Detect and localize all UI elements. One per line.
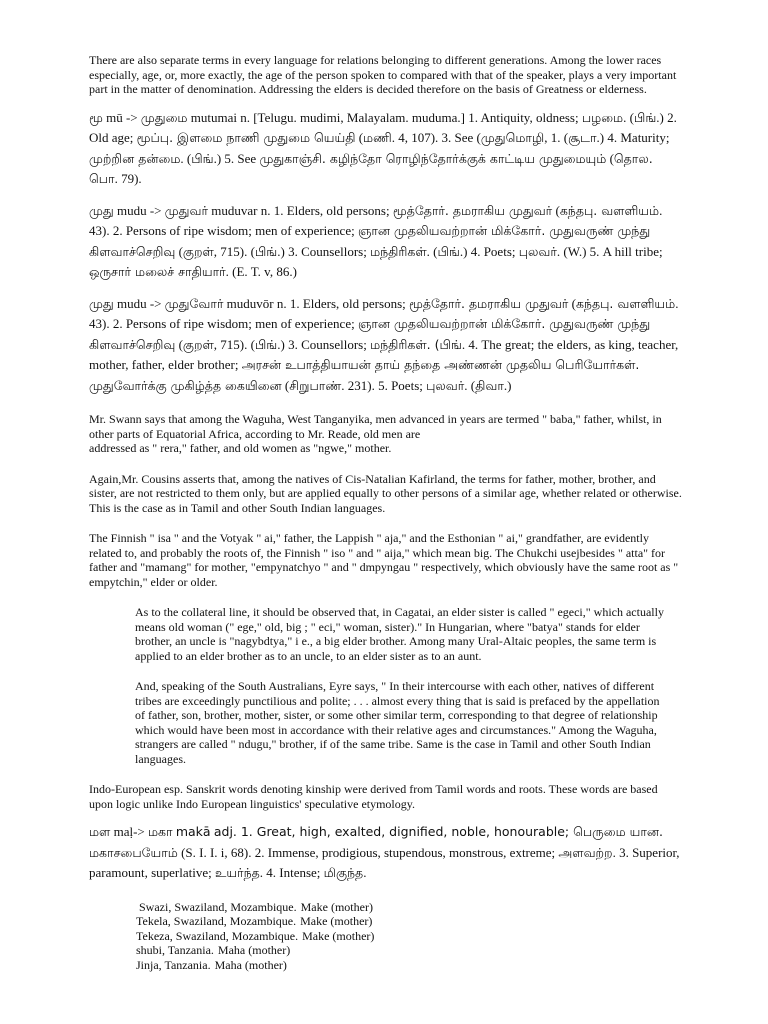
english-segment: . 4. Intense; [259, 865, 324, 880]
tamil-segment: மந்திரிகள் [370, 243, 427, 259]
tamil-segment: மூ [89, 109, 103, 125]
list-relation: Maha (mother) [217, 943, 291, 957]
entry-muduvor [89, 294, 682, 397]
tamil-segment: தொல. பொ [89, 150, 653, 186]
english-segment: , 715). ( [213, 336, 255, 352]
tamil-segment: கந்தபு. வளளியம் [559, 202, 660, 218]
tamil-segment: பிங் [633, 109, 657, 125]
english-segment: . 3. Superior, paramount, superlative; [89, 844, 680, 880]
english-segment: . ( [180, 150, 192, 166]
tamil-segment: முது [89, 295, 114, 311]
english-segment: .) 5. See [213, 150, 260, 166]
tamil-segment: குறள் [182, 243, 214, 259]
tamil-segment: மிகுந்த [323, 865, 364, 880]
list-place: Swazi, Swaziland, Mozambique. [136, 899, 297, 914]
list-relation: Make (mother) [302, 928, 375, 943]
tamil-segment: முதுகாஞ்சி. கழிந்தோ ரொழிந்தோர்க்குக் காட்டிய முதுமையும் [259, 150, 607, 166]
tamil-segment: adj. 1. Great, high, exalted, dignified, noble, honourable; பெருமை யான. மகாசபையோம் [89, 824, 663, 860]
tamil-segment: புலவர் [518, 243, 557, 259]
english-segment: . ( [623, 109, 634, 125]
english-segment: mutumai n. [Telugu. mudimi, Malayalam. muduma.] 1. Antiquity, oldness; [187, 109, 582, 125]
english-segment: ( [175, 243, 183, 259]
tamil-segment: முற்றின தன்மை [89, 150, 181, 166]
paragraph-indo-european: Indo-European esp. Sanskrit words denoting kinship were derived from Tamil words and roots. These words are based upon logic unlike Indo European linguistics' speculative etymology. [89, 782, 658, 811]
english-segment: muduvōr n. 1. Elders, old persons; [223, 295, 409, 311]
english-segment: ( [568, 295, 576, 311]
list-relation: Make (mother) [300, 899, 373, 914]
quote-eyre: And, speaking of the South Australians, Eyre says, " In their intercourse with each other, natives of different tribes are exceedingly punctilious and polite; . . . almost every thing that is said is prefaced by the appellation of father, son, brother, mother, sister, or some other similar term, corresponding to that degree of relationship which would have been most in accordance with their relative ages and circumstances." Among the Waguha, strangers are called " ndugu," brother, if of the same tribe. Same is the case in Tamil and other South Indian languages. [135, 679, 660, 766]
english-segment: . 79). [114, 171, 142, 186]
list-place: Jinja, Tanzania. [136, 957, 211, 972]
english-segment: muduvar n. 1. Elders, old persons; [207, 202, 393, 218]
tamil-segment: முதுவர் [164, 202, 208, 218]
entry-mutumai [89, 108, 682, 190]
english-segment: . 43). 2. Persons of ripe wisdom; men of experience; [89, 295, 679, 331]
tamil-segment: முதுமை [140, 109, 188, 125]
english-segment: .) 4. Poets; [459, 243, 519, 259]
tamil-segment: மூப்பு. இளமை நாணி முதுமை யெய்தி [136, 130, 356, 145]
tamil-segment: மள [89, 824, 111, 839]
entry-muduvar [89, 201, 682, 283]
tamil-segment: மூத்தோர். தமராகிய முதுவர் [392, 202, 553, 218]
tamil-segment: பிங் [191, 150, 214, 166]
english-segment: mudu -> [113, 202, 165, 218]
tamil-segment: திவா [475, 377, 504, 393]
tamil-segment: அளவற்ற [558, 844, 613, 860]
tamil-segment: சூடா [568, 130, 597, 145]
english-segment: ( [175, 336, 183, 352]
english-segment: . 4. The great; the elders, as king, teacher, mother, father, elder brother; [89, 336, 679, 372]
english-segment: ( [552, 202, 560, 218]
list-item [136, 958, 682, 973]
paragraph-finnish: The Finnish " isa " and the Votyak " ai," father, the Lappish " aja," and the Esthonian " ai," grandfather, are evidently related to, and probably the roots of, the Finnish " iso " and " aija," which mean big. The Chukchi usejbesides " atta" for father and "mamang" for mother, "empynatchyo " and " dmpyngau " respectively, which obviously have the same root as " empytchin," elder or older. [89, 531, 679, 589]
tamil-segment: முதுமொழி [480, 130, 545, 145]
paragraph-swann-line2: addressed as " rera," father, and old women as "ngwe," mother. [89, 441, 392, 455]
english-segment: ( [606, 150, 614, 166]
tamil-segment: குறள் [182, 336, 214, 352]
english-segment: (S. I. I. i, 68). 2. Immense, prodigious, stupendous, monstrous, extreme; [177, 844, 559, 860]
english-segment: .) 2. Old age; [89, 109, 677, 145]
tamil-segment: முதுவோர் [164, 295, 224, 311]
list-place: Tekeza, Swaziland, Mozambique. [136, 928, 299, 943]
english-segment: . ( [464, 377, 476, 393]
tamil-segment: பிங் [254, 336, 278, 352]
english-segment: maḷ-> [110, 824, 148, 839]
tamil-segment: புலவர் [426, 377, 465, 393]
english-segment: mudu -> [113, 295, 165, 311]
quote-collateral: As to the collateral line, it should be observed that, in Cagatai, an elder sister is called " egeci," which actually means old woman (" ege," old, big ; " eci," woman, sister)." In Hungarian, where "batya" stands for elder brother, an uncle is "nagybdtya," i e., a big elder brother. Among many Ural-Altaic peoples, the same term is applied to an elder brother as to an uncle, to an elder sister as to an aunt. [135, 605, 664, 663]
tamil-segment: மூத்தோர். தமராகிய முதுவர் [408, 295, 569, 311]
entry-maka [89, 822, 682, 884]
list-relation: Maha (mother) [214, 957, 287, 972]
english-segment: ( [355, 130, 364, 145]
tamil-segment: பிங் [254, 243, 278, 259]
english-segment: ( [281, 377, 290, 393]
tamil-segment: கந்தபு. வளளியம் [575, 295, 676, 311]
tamil-segment: முது [89, 202, 114, 218]
tamil-segment: மணி [363, 130, 392, 145]
list-item [136, 929, 682, 944]
tamil-segment: ஒருசார் மலைச் சாதியார் [89, 264, 226, 279]
list-place: shubi, Tanzania. [136, 943, 214, 957]
english-segment: .) 3. Counsellors; [277, 243, 371, 259]
list-item [136, 914, 682, 929]
english-segment: . 4, 107). 3. See ( [391, 130, 481, 145]
tamil-segment: பழமை [581, 109, 624, 125]
list-item [136, 943, 682, 958]
english-segment: , 715). ( [213, 243, 255, 259]
tamil-segment: மந்திரிகள். (பிங் [370, 336, 462, 352]
tamil-segment: ஞான முதலியவற்றான் மிக்கோர். முதுவருண் முந்து கிளவாச்செறிவு [89, 316, 651, 352]
tamil-segment: சிறுபாண் [289, 377, 342, 393]
paragraph-generations: There are also separate terms in every language for relations belonging to different generations. Among the lower races especially, age, or, more exactly, the age of the person spoken to compared with that of the speaker, plays a very important part in the matter of denomination. Addressing the elders is decided therefore on the basis of Greatness or elderness. [89, 53, 677, 96]
tamil-segment: பிங் [437, 243, 460, 259]
tamil-segment: அரசன் உபாத்தியாயன் தாய் தந்தை அண்ணன் முதலிய பெரியோர்கள். முதுவோர்க்கு முகிழ்த்த கையினை [89, 357, 640, 393]
english-segment: .) [503, 377, 512, 393]
english-segment: . 43). 2. Persons of ripe wisdom; men of experience; [89, 202, 663, 238]
tamil-segment: ஞான முதலியவற்றான் மிக்கோர். முதுவருண் முந்து கிளவாச்செறிவு [89, 223, 651, 259]
english-segment: .) 3. Counsellors; [277, 336, 371, 352]
list-item [136, 900, 682, 915]
tamil-segment: makā [175, 824, 211, 839]
english-segment: . [363, 865, 367, 880]
tamil-segment: மகா [148, 824, 173, 839]
english-segment: . 231). 5. Poets; [341, 377, 427, 393]
paragraph-swann [89, 412, 682, 456]
english-segment: mū -> [102, 109, 141, 125]
english-segment: . (W.) 5. A hill tribe; [556, 243, 663, 259]
paragraph-cousins: Again,Mr. Cousins asserts that, among the natives of Cis-Natalian Kafirland, the terms for father, mother, brother, and sister, are not restricted to them only, but are applied equally to other persons of a similar age, whether related or otherwise. This is the case as in Tamil and other South Indian languages. [89, 471, 682, 515]
english-segment: .) 4. Maturity; [596, 130, 670, 145]
list-place: Tekela, Swaziland, Mozambique. [136, 914, 297, 928]
tamil-segment: உயர்ந்த [215, 865, 260, 880]
kinship-word-list [136, 900, 682, 973]
english-segment: . (E. T. v, 86.) [225, 264, 297, 279]
paragraph-swann-line1: Mr. Swann says that among the Waguha, West Tanganyika, men advanced in years are termed " baba," father, whilst, in other parts of Equatorial Africa, according to Mr. Reade, old men are [89, 412, 662, 441]
english-segment: . ( [426, 243, 438, 259]
list-relation: Make (mother) [300, 914, 373, 928]
english-segment: , 1. ( [544, 130, 569, 145]
